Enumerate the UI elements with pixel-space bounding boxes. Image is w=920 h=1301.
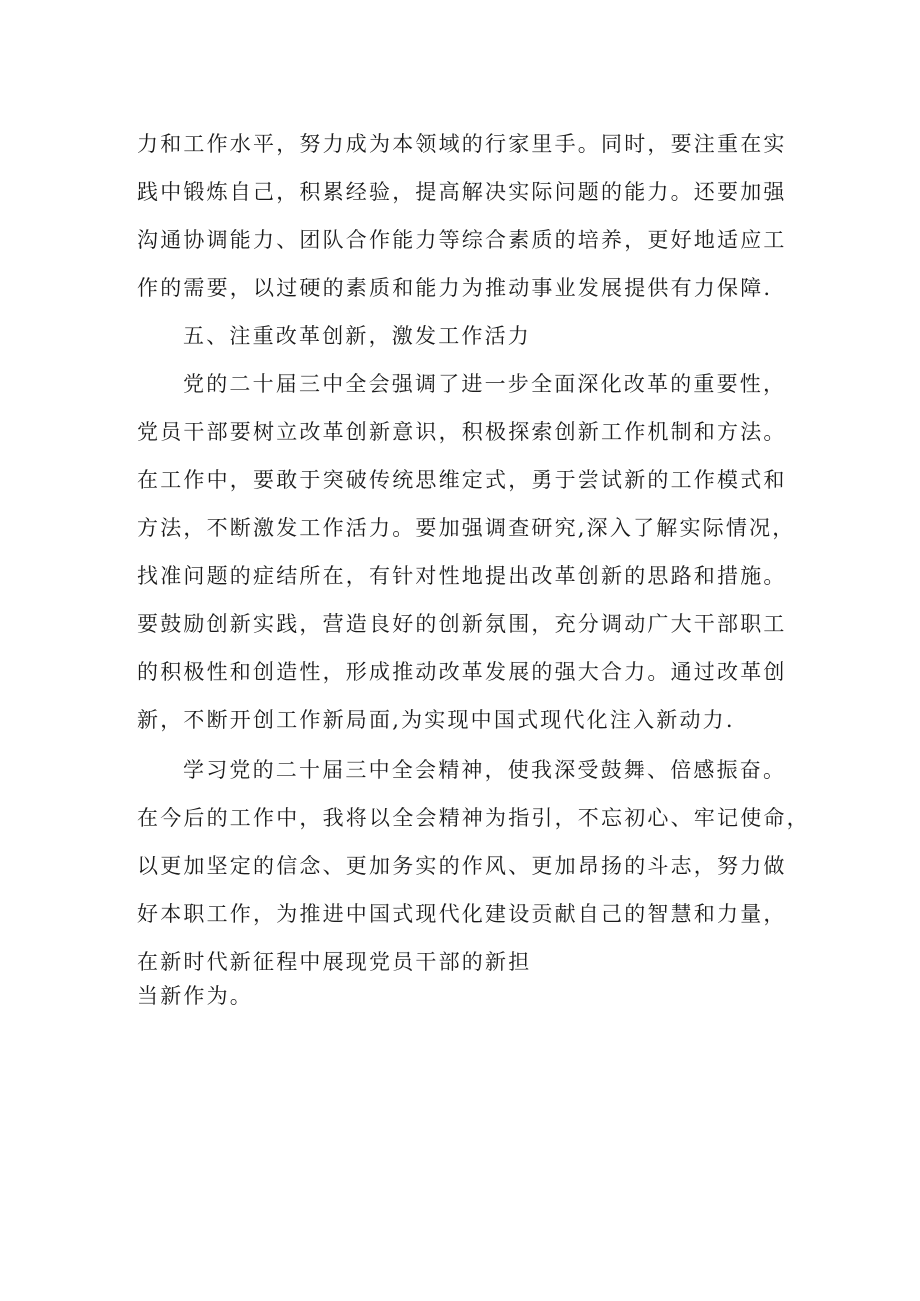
paragraph-line: 方法，不断激发工作活力。要加强调查研究,深入了解实际情况， (137, 516, 796, 540)
paragraph-line: 的积极性和创造性，形成推动改革发展的强大合力。通过改革创 (137, 660, 787, 684)
paragraph-line: 践中锻炼自己，积累经验，提高解决实际问题的能力。还要加强 (137, 180, 787, 204)
paragraph-line: 找准问题的症结所在，有针对性地提出改革创新的思路和措施。 (137, 564, 787, 588)
paragraph-line: 要鼓励创新实践，营造良好的创新氛围，充分调动广大干部职工 (137, 612, 787, 636)
section-heading: 五、注重改革创新，激发工作活力 (183, 324, 531, 348)
paragraph-line: 在今后的工作中，我将以全会精神为指引，不忘初心、牢记使命， (137, 806, 810, 830)
paragraph-line: 党的二十届三中全会强调了进一步全面深化改革的重要性， (183, 372, 787, 396)
paragraph-line: 作的需要，以过硬的素质和能力为推动事业发展提供有力保障. (137, 276, 773, 300)
paragraph-line: 在新时代新征程中展现党员干部的新担 (137, 950, 532, 974)
paragraph-line: 新，不断开创工作新局面,为实现中国式现代化注入新动力. (137, 708, 735, 732)
paragraph-line: 当新作为。 (137, 984, 253, 1008)
paragraph-line: 党员干部要树立改革创新意识，积极探索创新工作机制和方法。 (137, 420, 787, 444)
paragraph-line: 力和工作水平，努力成为本领域的行家里手。同时，要注重在实 (137, 132, 787, 156)
paragraph-line: 在工作中，要敢于突破传统思维定式，勇于尝试新的工作模式和 (137, 468, 787, 492)
paragraph-line: 以更加坚定的信念、更加务实的作风、更加昂扬的斗志，努力做 (137, 854, 787, 878)
paragraph-line: 学习党的二十届三中全会精神，使我深受鼓舞、倍感振奋。 (183, 758, 787, 782)
paragraph-line: 好本职工作，为推进中国式现代化建设贡献自己的智慧和力量， (137, 902, 787, 926)
paragraph-line: 沟通协调能力、团队合作能力等综合素质的培养，更好地适应工 (137, 228, 787, 252)
